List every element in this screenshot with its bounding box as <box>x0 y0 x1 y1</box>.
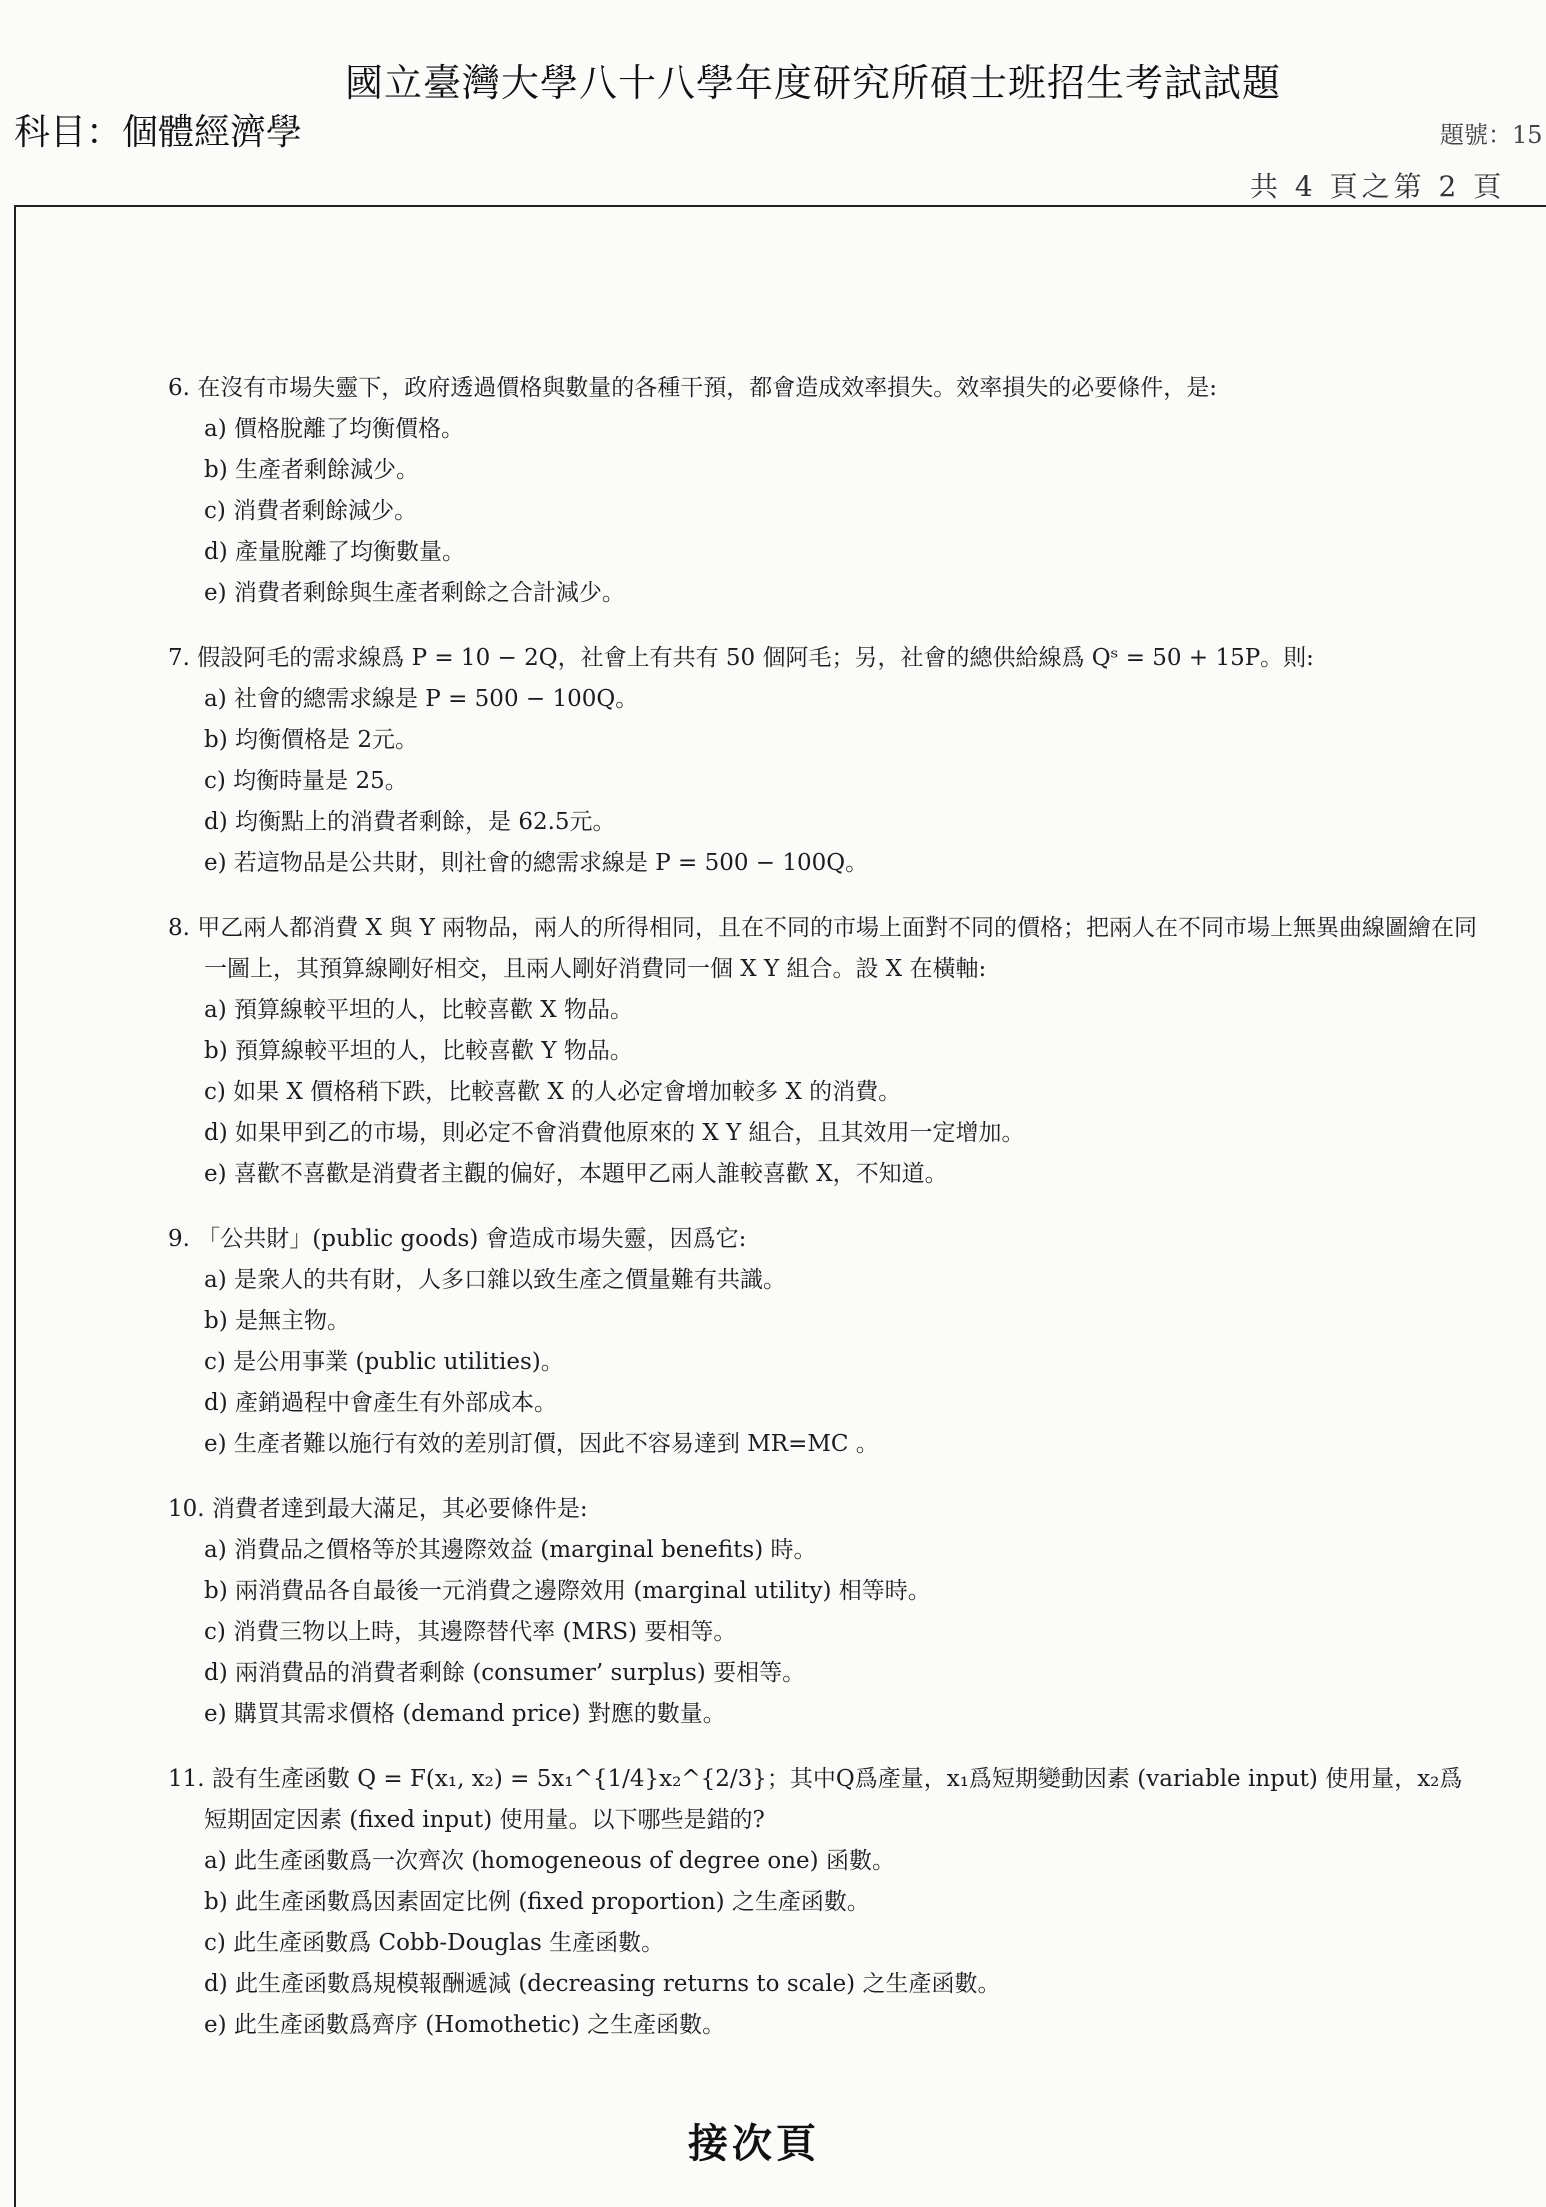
question-stem: 8. 甲乙兩人都消費 X 與 Y 兩物品，兩人的所得相同，且在不同的市場上面對不同的價格；把兩人在不同市場上無異曲線圖繪在同一圖上，其預算線剛好相交，且兩人剛好消費同一個 X Y 組合。設 X 在橫軸: <box>168 915 1478 982</box>
option-a: a) 預算線較平坦的人，比較喜歡 X 物品。 <box>204 997 633 1023</box>
question-6 <box>168 368 1478 614</box>
question-10 <box>168 1489 1478 1735</box>
question-stem: 11. 設有生產函數 Q = F(x₁, x₂) = 5x₁^{1/4}x₂^{2/3}；其中Q爲產量，x₁爲短期變動因素 (variable input) 使用量，x₂爲短期固定因素 (fixed input) 使用量。以下哪些是錯的? <box>168 1766 1463 1833</box>
option-c: c) 均衡時量是 25。 <box>204 768 408 794</box>
option-c: c) 此生產函數爲 Cobb-Douglas 生產函數。 <box>204 1930 665 1956</box>
question-9 <box>168 1219 1478 1465</box>
option-b: b) 均衡價格是 2元。 <box>204 727 418 753</box>
question-stem: 7. 假設阿毛的需求線爲 P = 10 − 2Q，社會上有共有 50 個阿毛；另，社會的總供給線爲 Qˢ = 50 + 15P。則: <box>168 645 1314 671</box>
option-e: e) 若這物品是公共財，則社會的總需求線是 P = 500 − 100Q。 <box>204 850 869 876</box>
question-stem: 9. 「公共財」(public goods) 會造成市場失靈，因爲它: <box>168 1226 747 1252</box>
option-e: e) 喜歡不喜歡是消費者主觀的偏好，本題甲乙兩人誰較喜歡 X，不知道。 <box>204 1161 948 1187</box>
option-c: c) 如果 X 價格稍下跌，比較喜歡 X 的人必定會增加較多 X 的消費。 <box>204 1079 902 1105</box>
page-info: 共 4 頁之第 2 頁 <box>1250 170 1506 203</box>
option-d: d) 此生產函數爲規模報酬遞減 (decreasing returns to scale) 之生產函數。 <box>204 1971 1001 1997</box>
option-e: e) 此生產函數爲齊序 (Homothetic) 之生產函數。 <box>204 2012 726 2038</box>
option-c: c) 消費者剩餘減少。 <box>204 498 418 524</box>
question-11 <box>168 1759 1478 2046</box>
option-c: c) 消費三物以上時，其邊際替代率 (MRS) 要相等。 <box>204 1619 737 1645</box>
option-b: b) 此生產函數爲因素固定比例 (fixed proportion) 之生產函數。 <box>204 1889 870 1915</box>
option-a: a) 是衆人的共有財，人多口雜以致生產之價量難有共識。 <box>204 1267 786 1293</box>
question-stem: 10. 消費者達到最大滿足，其必要條件是: <box>168 1496 588 1522</box>
option-a: a) 社會的總需求線是 P = 500 − 100Q。 <box>204 686 639 712</box>
question-number: 題號：15 <box>1440 121 1543 149</box>
subject-label: 科目：個體經濟學 <box>14 112 303 153</box>
option-d: d) 如果甲到乙的市場，則必定不會消費他原來的 X Y 組合，且其效用一定增加。 <box>204 1120 1025 1146</box>
option-c: c) 是公用事業 (public utilities)。 <box>204 1349 564 1375</box>
option-d: d) 均衡點上的消費者剩餘，是 62.5元。 <box>204 809 616 835</box>
option-d: d) 產銷過程中會產生有外部成本。 <box>204 1390 558 1416</box>
question-stem: 6. 在沒有市場失靈下，政府透過價格與數量的各種干預，都會造成效率損失。效率損失的必要條件，是: <box>168 375 1218 401</box>
continue-label: 接次頁 <box>688 2120 820 2167</box>
option-e: e) 消費者剩餘與生產者剩餘之合計減少。 <box>204 580 625 606</box>
option-b: b) 兩消費品各自最後一元消費之邊際效用 (marginal utility) 相等時。 <box>204 1578 931 1604</box>
option-b: b) 生產者剩餘減少。 <box>204 457 420 483</box>
option-d: d) 產量脫離了均衡數量。 <box>204 539 466 565</box>
option-a: a) 此生產函數爲一次齊次 (homogeneous of degree one) 函數。 <box>204 1848 895 1874</box>
exam-title: 國立臺灣大學八十八學年度研究所碩士班招生考試試題 <box>345 61 1282 105</box>
option-a: a) 價格脫離了均衡價格。 <box>204 416 464 442</box>
option-e: e) 購買其需求價格 (demand price) 對應的數量。 <box>204 1701 726 1727</box>
question-7 <box>168 638 1478 884</box>
question-8 <box>168 908 1478 1195</box>
option-b: b) 預算線較平坦的人，比較喜歡 Y 物品。 <box>204 1038 633 1064</box>
option-a: a) 消費品之價格等於其邊際效益 (marginal benefits) 時。 <box>204 1537 817 1563</box>
option-d: d) 兩消費品的消費者剩餘 (consumer’ surplus) 要相等。 <box>204 1660 806 1686</box>
question-list <box>168 368 1478 2070</box>
option-e: e) 生產者難以施行有效的差別訂價，因此不容易達到 MR=MC 。 <box>204 1431 879 1457</box>
option-b: b) 是無主物。 <box>204 1308 351 1334</box>
